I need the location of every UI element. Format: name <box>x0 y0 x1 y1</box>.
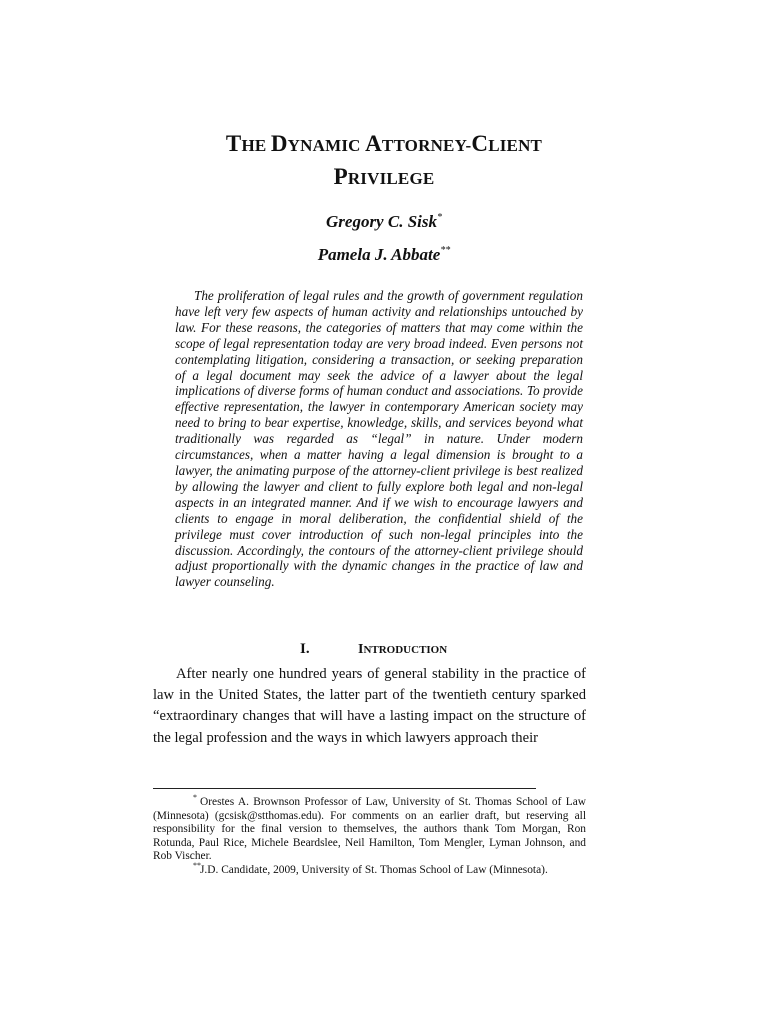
body-paragraph: After nearly one hundred years of general stability in the practice of law in the United States, the latter part of the twentieth century sparked “extraordinary changes that will have a lasting impact on the structure of the legal profession and the ways in which lawyers approach their <box>153 666 586 746</box>
footnote-text: J.D. Candidate, 2009, University of St. Thomas School of Law (Minnesota). <box>200 863 548 876</box>
author-2 <box>0 245 768 265</box>
paper-title <box>0 128 768 194</box>
footnote-marker: * <box>436 212 442 223</box>
footnote-divider <box>153 788 536 789</box>
abstract: The proliferation of legal rules and the growth of government regulation have left very few aspects of human activity and relationships untouched by law. For these reasons, the categories of matters that may come within the scope of legal representation today are very broad indeed. Even persons not contemplating litigation, considering a transaction, or seeking preparation of a legal document may seek the advice of a lawyer about the legal implications of diverse forms of human conduct and associations. To provide effective representation, the lawyer in contemporary American society may need to bring to bear expertise, knowledge, skills, and services beyond what traditionally was regarded as “legal” in nature. Under modern circumstances, when a matter having a legal dimension is brought to a lawyer, the animating purpose of the attorney-client privilege is best realized by allowing the lawyer and client to fully explore both legal and non-legal aspects in an integrated manner. And if we wish to encourage lawyers and clients to engage in moral deliberation, the confidential shield of the privilege must cover introduction of such non-legal principles into the discussion. Accordingly, the contours of the attorney-client privilege should adjust proportionally with the dynamic changes in the practice of law and lawyer counseling. <box>175 288 583 590</box>
section-heading: I. INTRODUCTION <box>300 641 448 657</box>
author-1 <box>0 212 768 232</box>
footnotes <box>153 793 586 877</box>
footnote-marker: ** <box>440 245 451 256</box>
footnote-1: * Orestes A. Brownson Professor of Law, University of St. Thomas School of Law (Minnesota) (gcsisk@stthomas.edu). For comments on an earlier draft, but reserving all responsibility for the final version to themselves, the authors thank Tom Morgan, Ron Rotunda, Paul Rice, Michele Beardslee, Neil Hamilton, Tom Mengler, Lyman Johnson, and Rob Vischer. <box>153 793 586 862</box>
author-name: Pamela J. Abbate <box>317 245 441 264</box>
section-number: I. <box>300 641 310 657</box>
footnote-2: **J.D. Candidate, 2009, University of St. Thomas School of Law (Minnesota). <box>193 860 548 876</box>
footnote-text: Orestes A. Brownson Professor of Law, University of St. Thomas School of Law (Minnesota) (gcsisk@stthomas.edu). For comments on an earlier draft, but reserving all responsibility for the final version to themselves, the authors thank Tom Morgan, Ron Rotunda, Paul Rice, Michele Beardslee, Neil Hamilton, Tom Mengler, Lyman Johnson, and Rob Vischer. <box>153 796 586 862</box>
title-line-1: THE DYNAMIC ATTORNEY-CLIENT <box>225 131 543 156</box>
author-name: Gregory C. Sisk <box>326 212 437 231</box>
title-line-2: PRIVILEGE <box>333 164 435 189</box>
